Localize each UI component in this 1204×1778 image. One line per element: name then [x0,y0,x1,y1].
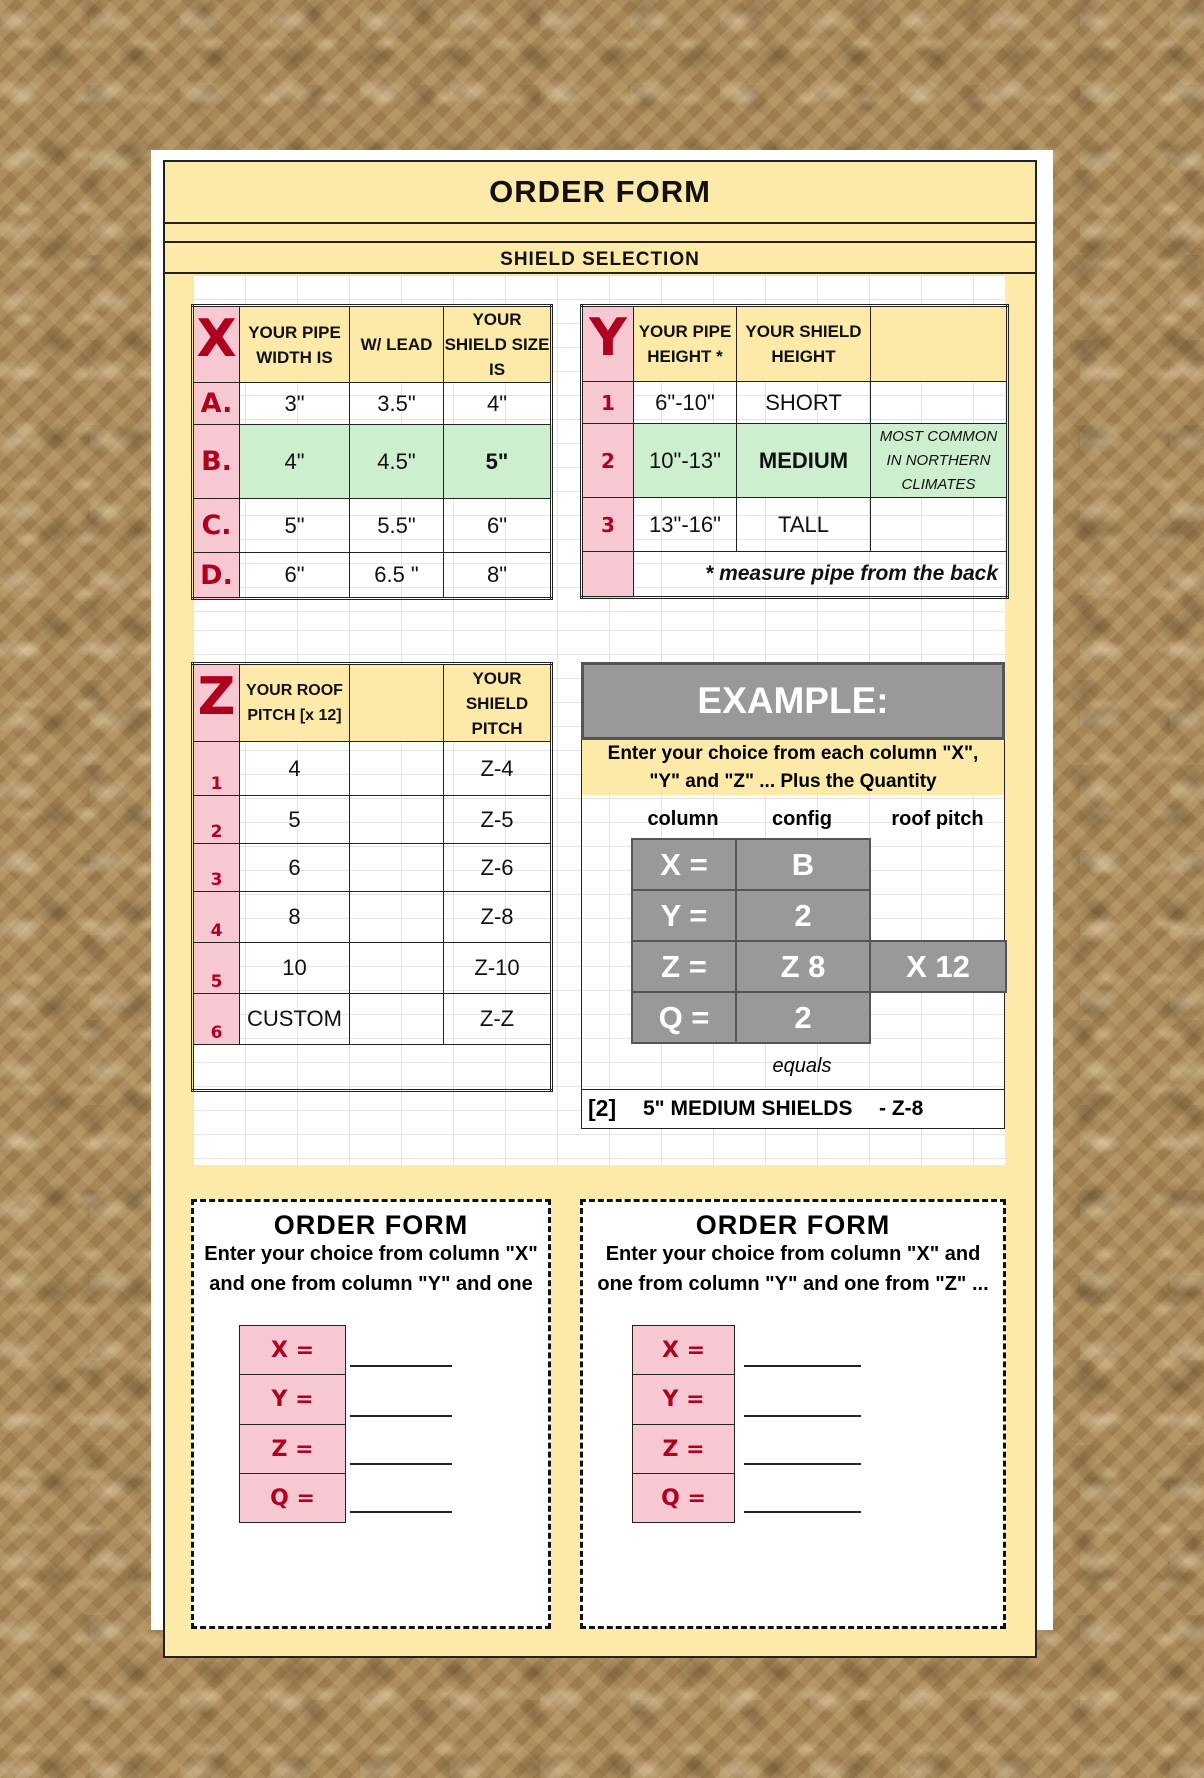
example-equals: equals [772,1055,832,1077]
table-row [582,382,1008,424]
order-left-q-input[interactable] [350,1511,452,1513]
table-row [633,1473,735,1522]
z-cell-shield: Z-Z [444,994,552,1045]
table-row [240,1473,346,1522]
y-cell-shield: SHORT [737,382,871,424]
y-cell-note [871,498,1008,552]
table-row [633,1424,735,1473]
z-cell-shield: Z-6 [444,844,552,892]
x-row-label: A. [193,383,240,425]
table-row [582,552,1008,598]
y-row-label [582,552,634,598]
x-cell-size: 4" [444,383,552,425]
z-table [191,662,553,1092]
table-row [193,892,552,943]
section-title: SHIELD SELECTION [163,241,1037,274]
z-row-label: 4 [193,892,240,943]
y-row-label: 3 [582,498,634,552]
z-cell-shield: Z-4 [444,742,552,796]
order-left-z-label: Z = [240,1424,346,1473]
y-cell-height: 13"-16" [634,498,737,552]
order-form-right-title: ORDER FORM [695,1210,891,1240]
example-pitch [870,992,1006,1043]
x-row-label: C. [193,499,240,553]
y-row-label: 1 [582,382,634,424]
table-row [240,1326,346,1375]
x-letter: X [193,306,240,383]
z-cell-shield: Z-8 [444,892,552,943]
example-instruction-2: "Y" and "Z" ... Plus the Quantity [649,771,937,792]
x-cell-width: 6" [240,553,350,599]
table-row [193,994,552,1045]
order-form-right-line2: one from column "Y" and one from "Z" ... [597,1273,989,1295]
example-result-code: - Z-8 [879,1097,924,1120]
example-pitch [870,839,1006,890]
table-row [632,992,1006,1043]
x-cell-size: 5" [444,425,552,499]
x-cell-size: 8" [444,553,552,599]
example-col: Q = [632,992,736,1043]
y-cell-shield: TALL [737,498,871,552]
y-row-label: 2 [582,424,634,498]
example-config: B [736,839,870,890]
z-header-pitch: YOUR ROOF PITCH [x 12] [240,664,350,742]
z-cell-pitch: CUSTOM [240,994,350,1045]
example-pitch: X 12 [870,941,1006,992]
y-cell-height: 10"-13" [634,424,737,498]
z-header-shield: YOUR SHIELD PITCH [444,664,552,742]
x-header-width: YOUR PIPE WIDTH IS [240,306,350,383]
order-right-fields [632,1325,735,1523]
example-result-text: 5" MEDIUM SHIELDS [643,1097,853,1120]
example-result-qty: [2] [588,1095,617,1121]
x-cell-lead: 6.5 " [350,553,444,599]
z-row-label: 2 [193,796,240,844]
table-row [193,742,552,796]
order-right-q-label: Q = [633,1473,735,1522]
x-cell-lead: 4.5" [350,425,444,499]
table-row [582,498,1008,552]
x-cell-width: 4" [240,425,350,499]
y-cell-height: 6"-10" [634,382,737,424]
y-header-blank [871,306,1008,382]
y-letter: Y [582,306,634,382]
order-form-left-line1: Enter your choice from column "X" [204,1243,538,1265]
example-instructions [581,740,1005,795]
table-row [632,890,1006,941]
order-left-fields [239,1325,346,1523]
y-header-height: YOUR PIPE HEIGHT * [634,306,737,382]
table-row [193,844,552,892]
z-cell-pitch: 4 [240,742,350,796]
z-cell-blank [350,796,444,844]
z-cell-blank [350,844,444,892]
x-table [191,304,553,600]
z-header-blank [350,664,444,742]
x-row-label: B. [193,425,240,499]
example-col-header-column: column [647,808,719,830]
z-row-label: 1 [193,742,240,796]
order-right-y-input[interactable] [744,1415,861,1417]
table-row [193,425,552,499]
example-config: 2 [736,890,870,941]
example-col-header-config: config [772,808,832,830]
z-cell-pitch: 10 [240,943,350,994]
order-form-right-line1: Enter your choice from column "X" and [605,1243,981,1265]
x-cell-lead: 3.5" [350,383,444,425]
example-title: EXAMPLE: [581,662,1005,740]
order-form-left-title: ORDER FORM [273,1210,469,1240]
x-cell-width: 5" [240,499,350,553]
z-row-label: 5 [193,943,240,994]
order-left-z-input[interactable] [350,1463,452,1465]
x-row-label: D. [193,553,240,599]
y-table [580,304,1009,599]
y-header-shield: YOUR SHIELD HEIGHT [737,306,871,382]
x-cell-size: 6" [444,499,552,553]
z-cell-blank [350,742,444,796]
x-header-lead: W/ LEAD [350,306,444,383]
z-cell-blank [350,994,444,1045]
y-cell-note: MOST COMMON IN NORTHERN CLIMATES [871,424,1008,498]
z-cell-blank [350,943,444,994]
y-footnote: * measure pipe from the back [634,552,1008,598]
table-row [193,943,552,994]
z-cell-blank [350,892,444,943]
z-row-label: 6 [193,994,240,1045]
example-pitch [870,890,1006,941]
z-cell-pitch: 5 [240,796,350,844]
z-cell-pitch: 8 [240,892,350,943]
z-letter: Z [193,664,240,742]
table-row [193,383,552,425]
order-left-q-label: Q = [240,1473,346,1522]
page-title: ORDER FORM [163,160,1037,224]
table-row [633,1326,735,1375]
y-cell-note [871,382,1008,424]
table-row [632,839,1006,890]
y-cell-shield: MEDIUM [737,424,871,498]
z-row-label: 3 [193,844,240,892]
table-row [193,499,552,553]
example-col: X = [632,839,736,890]
order-form-left-line2: and one from column "Y" and one [209,1273,533,1295]
order-right-x-label: X = [633,1326,735,1375]
table-row [633,1375,735,1424]
z-cell-shield: Z-5 [444,796,552,844]
table-row [632,941,1006,992]
table-row [240,1424,346,1473]
z-cell-shield: Z-10 [444,943,552,994]
order-left-x-label: X = [240,1326,346,1375]
x-cell-width: 3" [240,383,350,425]
x-cell-lead: 5.5" [350,499,444,553]
z-cell-pitch: 6 [240,844,350,892]
example-config: Z 8 [736,941,870,992]
order-left-y-label: Y = [240,1375,346,1424]
order-right-y-label: Y = [633,1375,735,1424]
example-col-header-pitch: roof pitch [891,808,984,830]
order-right-z-label: Z = [633,1424,735,1473]
x-header-size: YOUR SHIELD SIZE IS [444,306,552,383]
table-row [193,553,552,599]
table-row [582,424,1008,498]
example-config: 2 [736,992,870,1043]
order-left-y-input[interactable] [350,1415,452,1417]
table-row [193,796,552,844]
example-instruction-1: Enter your choice from each column "X", [607,743,979,764]
example-table [631,838,1007,1044]
order-right-z-input[interactable] [744,1463,861,1465]
order-left-x-input[interactable] [350,1365,452,1367]
order-right-q-input[interactable] [744,1511,861,1513]
table-row-empty [193,1045,552,1091]
example-col: Z = [632,941,736,992]
table-row [240,1375,346,1424]
order-right-x-input[interactable] [744,1365,861,1367]
example-col: Y = [632,890,736,941]
example-result [581,1089,1005,1129]
